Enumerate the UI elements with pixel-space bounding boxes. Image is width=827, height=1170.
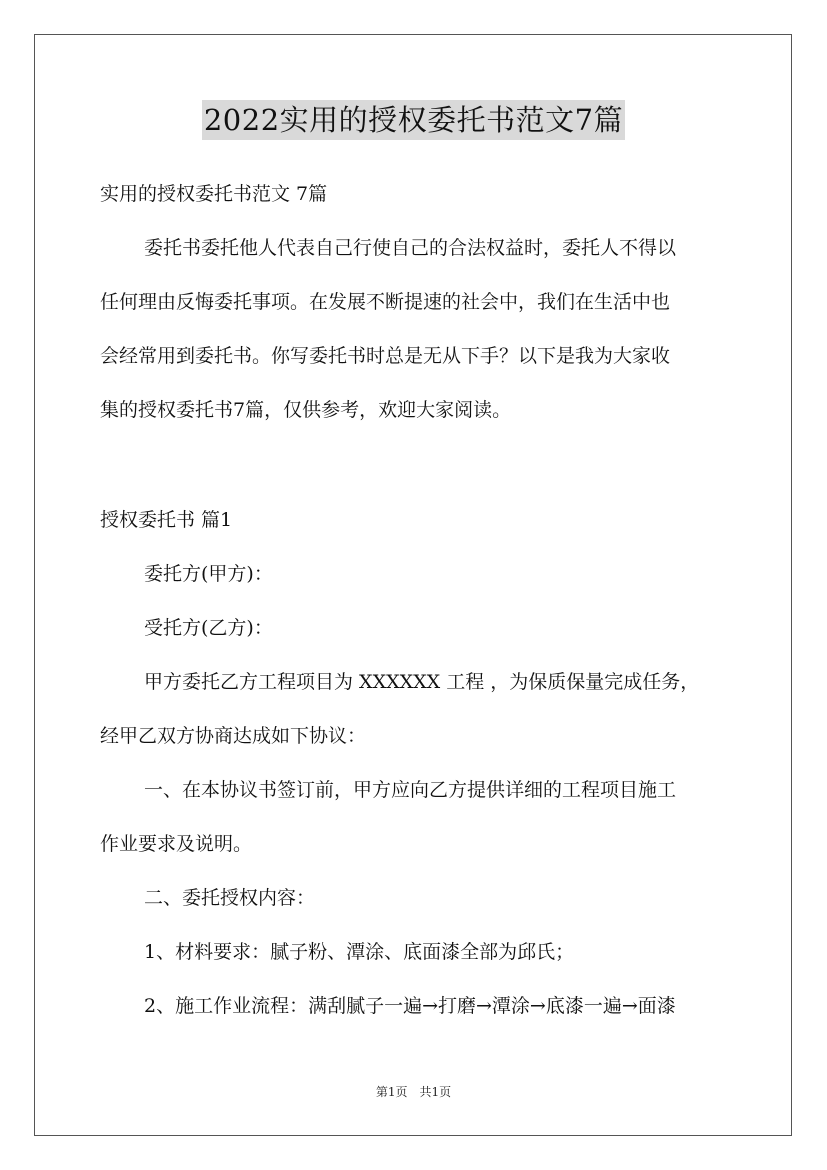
page-footer bbox=[0, 1084, 827, 1100]
title-container bbox=[0, 100, 827, 140]
body-line-1: 委托方(甲方)： bbox=[144, 563, 273, 585]
document-subtitle: 实用的授权委托书范文 7篇 bbox=[100, 183, 328, 205]
document-title: 2022实用的授权委托书范文7篇 bbox=[202, 100, 625, 140]
body-line-2: 受托方(乙方)： bbox=[144, 617, 273, 639]
body-line-9: 2、施工作业流程：满刮腻子一遍→打磨→潭涂→底漆一遍→面漆 bbox=[144, 995, 676, 1017]
body-line-4: 经甲乙双方协商达成如下协议： bbox=[100, 725, 367, 747]
intro-line-4: 集的授权委托书7篇，仅供参考，欢迎大家阅读。 bbox=[100, 399, 512, 421]
body-line-6: 作业要求及说明。 bbox=[100, 833, 253, 855]
intro-line-1: 委托书委托他人代表自己行使自己的合法权益时，委托人不得以 bbox=[144, 237, 677, 259]
body-line-8: 1、材料要求：腻子粉、潭涂、底面漆全部为邱氏； bbox=[144, 941, 575, 963]
intro-line-3: 会经常用到委托书。你写委托书时总是无从下手？以下是我为大家收 bbox=[100, 345, 671, 367]
body-line-7: 二、委托授权内容： bbox=[144, 887, 316, 909]
body-line-3: 甲方委托乙方工程项目为 XXXXXX 工程 ，为保质保量完成任务， bbox=[144, 671, 700, 693]
section-heading: 授权委托书 篇1 bbox=[100, 509, 233, 531]
body-line-5: 一、在本协议书签订前，甲方应向乙方提供详细的工程项目施工 bbox=[144, 779, 677, 801]
page-number-label: 第1页 共1页 bbox=[375, 1085, 452, 1099]
intro-line-2: 任何理由反悔委托事项。在发展不断提速的社会中，我们在生活中也 bbox=[100, 291, 671, 313]
